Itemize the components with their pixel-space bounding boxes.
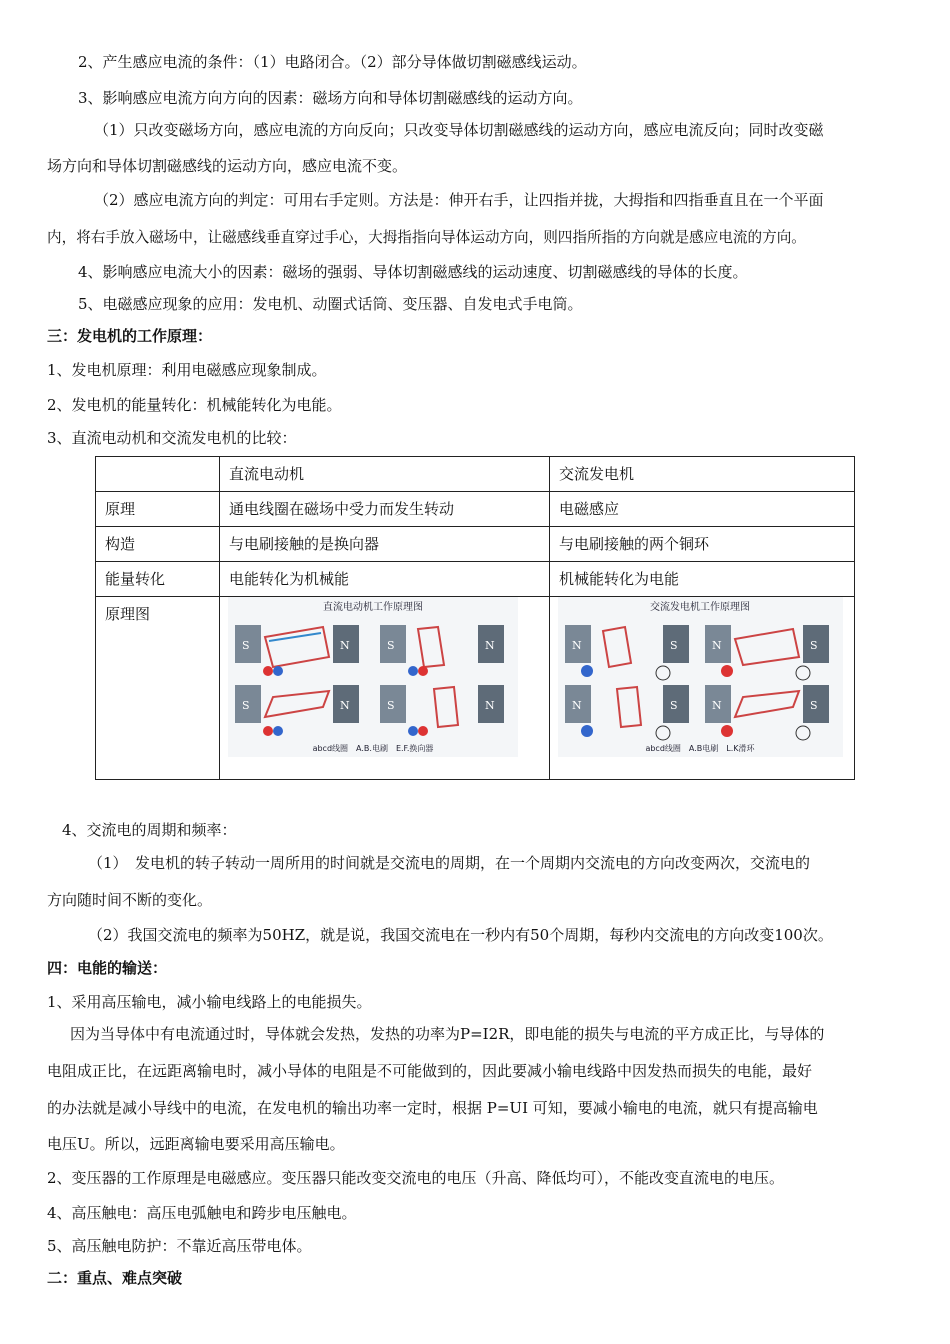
table-cell: 交流发电机 (550, 457, 855, 492)
table-cell: 与电刷接触的两个铜环 (550, 527, 855, 562)
line-4-6: 2、变压器的工作原理是电磁感应。变压器只能改变交流电的电压（升高、降低均可），不能改变直流电的电压。 (47, 1169, 785, 1187)
line-4-7: 4、高压触电：高压电弧触电和跨步电压触电。 (47, 1204, 357, 1222)
table-cell: 能量转化 (96, 562, 220, 597)
table-cell: 机械能转化为电能 (550, 562, 855, 597)
motor-diagram-cell (220, 597, 550, 780)
line-2-6: 内，将右手放入磁场中，让磁感线垂直穿过手心，大拇指指向导体运动方向，则四指所指的方向就是感应电流的方向。 (47, 229, 806, 246)
line-4-5: 电压U。所以，远距离输电要采用高压输电。 (47, 1135, 345, 1153)
comparison-table (95, 456, 855, 780)
table-cell: 直流电动机 (220, 457, 550, 492)
motor-diagram-title: 直流电动机工作原理图 (323, 602, 423, 613)
section-heading-key-points: 二：重点、难点突破 (47, 1269, 183, 1287)
table-row (96, 457, 855, 492)
table-cell (96, 457, 220, 492)
section-heading-transmission: 四：电能的输送： (47, 959, 168, 977)
line-3-1: 1、发电机原理：利用电磁感应现象制成。 (47, 361, 327, 379)
svg-text:N: N (572, 639, 582, 652)
table-cell: 原理 (96, 492, 220, 527)
generator-diagram-cell (550, 597, 855, 780)
svg-text:S: S (810, 699, 818, 712)
line-2-3: （1）只改变磁场方向，感应电流的方向反向；只改变导体切割磁感线的运动方向，感应电流反向；同时改变磁 (94, 121, 824, 139)
generator-diagram-title: 交流发电机工作原理图 (650, 602, 750, 613)
section-heading-generator: 三：发电机的工作原理： (47, 327, 213, 345)
line-3-3: 3、直流电动机和交流发电机的比较： (47, 429, 297, 447)
svg-text:S: S (670, 699, 678, 712)
generator-diagram (558, 597, 843, 757)
line-4-1: 1、采用高压输电，减小输电线路上的电能损失。 (47, 993, 372, 1011)
line-3-4: 4、交流电的周期和频率： (62, 821, 237, 839)
line-2-2: 3、影响感应电流方向方向的因素：磁场方向和导体切割磁感线的运动方向。 (78, 89, 583, 107)
svg-text:S: S (670, 639, 678, 652)
motor-diagram-caption: abcd线圈 A.B.电刷 E.F.换向器 (312, 744, 434, 753)
line-4-4: 的办法就是减小导线中的电流，在发电机的输出功率一定时，根据 P=UI 可知，要减小输电的电流，就只有提高输电 (47, 1099, 818, 1117)
svg-text:S: S (387, 639, 395, 652)
svg-text:N: N (712, 639, 722, 652)
svg-text:N: N (712, 699, 722, 712)
line-2-4: 场方向和导体切割磁感线的运动方向，感应电流不变。 (47, 157, 408, 175)
table-cell: 构造 (96, 527, 220, 562)
svg-text:S: S (387, 699, 395, 712)
motor-diagram (228, 597, 518, 757)
svg-text:S: S (242, 699, 250, 712)
line-3-5: （1） 发电机的转子转动一周所用的时间就是交流电的周期，在一个周期内交流电的方向改变两次，交流电的 (88, 854, 811, 872)
line-3-7: （2）我国交流电的频率为50HZ，就是说，我国交流电在一秒内有50个周期，每秒内交流电的方向改变100次。 (88, 926, 833, 944)
svg-text:N: N (485, 639, 495, 652)
svg-text:N: N (340, 639, 350, 652)
line-3-6: 方向随时间不断的变化。 (47, 891, 213, 909)
svg-text:N: N (572, 699, 582, 712)
svg-text:N: N (485, 699, 495, 712)
line-3-2: 2、发电机的能量转化：机械能转化为电能。 (47, 396, 342, 414)
table-row (96, 527, 855, 562)
table-row (96, 492, 855, 527)
table-row (96, 562, 855, 597)
svg-text:N: N (340, 699, 350, 712)
table-row (96, 597, 855, 780)
svg-text:S: S (810, 639, 818, 652)
generator-diagram-caption: abcd线圈 A.B电刷 L.K滑环 (645, 744, 755, 753)
table-cell: 原理图 (96, 597, 220, 780)
svg-text:S: S (242, 639, 250, 652)
line-2-7: 4、影响感应电流大小的因素：磁场的强弱、导体切割磁感线的运动速度、切割磁感线的导体的长度。 (78, 263, 748, 281)
line-4-2: 因为当导体中有电流通过时，导体就会发热，发热的功率为P=I2R，即电能的损失与电流的平方成正比，与导体的 (70, 1025, 825, 1043)
table-cell: 电磁感应 (550, 492, 855, 527)
line-2-1: 2、产生感应电流的条件：（1）电路闭合。（2）部分导体做切割磁感线运动。 (78, 53, 587, 71)
table-cell: 电能转化为机械能 (220, 562, 550, 597)
table-cell: 与电刷接触的是换向器 (220, 527, 550, 562)
line-2-8: 5、电磁感应现象的应用：发电机、动圈式话筒、变压器、自发电式手电筒。 (78, 295, 583, 313)
table-cell: 通电线圈在磁场中受力而发生转动 (220, 492, 550, 527)
line-2-5: （2）感应电流方向的判定：可用右手定则。方法是：伸开右手，让四指并拢，大拇指和四指垂直且在一个平面 (94, 191, 824, 209)
line-4-8: 5、高压触电防护：不靠近高压带电体。 (47, 1237, 312, 1255)
line-4-3: 电阻成正比，在远距离输电时，减小导体的电阻是不可能做到的，因此要减小输电线路中因发热而损失的电能，最好 (47, 1062, 813, 1080)
